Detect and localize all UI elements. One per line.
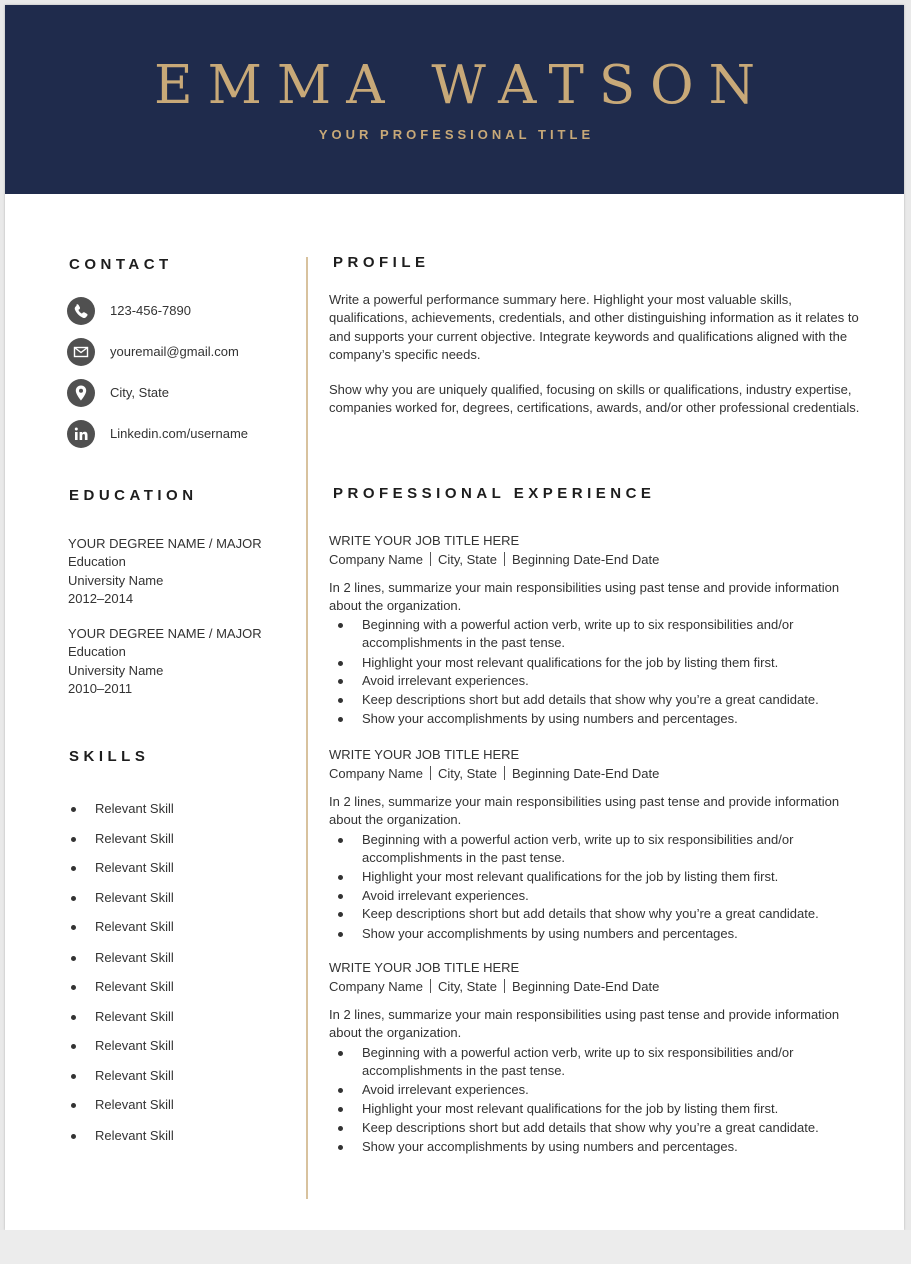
contact-location: [67, 379, 297, 409]
contact-location-text: City, State: [110, 385, 170, 400]
linkedin-icon: [67, 420, 95, 448]
email-icon: [67, 338, 95, 366]
job-title: WRITE YOUR JOB TITLE HERE: [329, 533, 520, 548]
job-summary: In 2 lines, summarize your main responsibilities using past tense and provide information about the organization.: [329, 1007, 840, 1041]
company-name: Company Name: [329, 766, 423, 781]
column-divider: [306, 257, 308, 1199]
education-entry: [68, 625, 298, 698]
bullet-icon: [71, 837, 76, 842]
bullet-icon: [71, 956, 76, 961]
header-banner: [5, 5, 904, 194]
skill-item: Relevant Skill: [68, 919, 288, 937]
experience-heading: PROFESSIONAL EXPERIENCE: [333, 485, 656, 502]
skill-item: Relevant Skill: [68, 890, 288, 908]
bullet-icon: [71, 1134, 76, 1139]
bullet-icon: [338, 661, 343, 666]
job-meta: [329, 979, 659, 994]
job-location: City, State: [437, 766, 497, 781]
bullet-icon: [71, 925, 76, 930]
contact-email-text: youremail@gmail.com: [110, 344, 239, 359]
skill-item: Relevant Skill: [68, 1097, 288, 1115]
job-location: City, State: [437, 979, 497, 994]
bullet-icon: [338, 838, 343, 843]
bullet-icon: [338, 1051, 343, 1056]
bullet-icon: [71, 896, 76, 901]
company-name: Company Name: [329, 979, 423, 994]
education-degree: YOUR DEGREE NAME / MAJOR: [68, 626, 262, 641]
bullet-icon: [71, 807, 76, 812]
bullet-icon: [338, 1088, 343, 1093]
education-school: University Name: [68, 572, 164, 588]
profile-paragraph: Show why you are uniquely qualified, focusing on skills or qualifications, industry expertise, companies worked for, degrees, certifications, awards, and/or other professional credentials.: [329, 382, 860, 416]
education-years: 2012–2014: [68, 590, 134, 606]
company-name: Company Name: [329, 552, 423, 567]
bullet-icon: [338, 894, 343, 899]
bullet-icon: [338, 623, 343, 628]
contact-phone: [67, 297, 297, 327]
skill-item: Relevant Skill: [68, 1038, 288, 1056]
education-entry: [68, 535, 298, 608]
job-title: WRITE YOUR JOB TITLE HERE: [329, 960, 520, 975]
bullet-icon: [71, 1044, 76, 1049]
skill-item: Relevant Skill: [68, 1068, 288, 1086]
resume-page: EMMA WATSON YOUR PROFESSIONAL TITLE CONTACT 123-456-7890 youremail@gmail.com City, State Linkedin.com/username EDUCATION YOUR DEGREE NAME / MAJOR Education University Name 2012–2014 YOUR DEGREE NAME / MAJOR Education University Name 2010–2011 SKILLS Relevant Skill Relevant Skill Relevant Skill Relevant Skill Relevant Skill Relevant Skill Relevant Skill Relevant Skill Relevant Skill Relevant Skill Relevant Skill Relevant Skill PROFILE Write a powerful performance summary here. Highlight your most valuable skills, qualifications, achievements, credentials, and other distinguishing information as it relates to and supports your current objective. Integrate keywords and qualifications aligned with the company’s specific needs. Show why you are uniquely qualified, focusing on skills or qualifications, industry expertise, companies worked for, degrees, certifications, awards, and/or other professional credentials. PROFESSIONAL EXPERIENCE WRITE YOUR JOB TITLE HERE Company Name City, State Beginning Date-End Date In 2 lines, summarize your main responsibilities using past tense and provide information about the organization. Beginning with a powerful action verb, write up to six responsibilities and/or accomplishments in the past tense. Highlight your most relevant qualifications for the job by listing them first. Avoid irrelevant experiences. Keep descriptions short but add details that show why you’re a great candidate. Show your accomplishments by using numbers and percentages. WRITE YOUR JOB TITLE HERE Company Name City, State Beginning Date-End Date In 2 lines, summarize your main responsibilities using past tense and provide information about the organization. Beginning with a powerful action verb, write up to six responsibilities and/or accomplishments in the past tense. Highlight your most relevant qualifications for the job by listing them first. Avoid irrelevant experiences. Keep descriptions short but add details that show why you’re a great candidate. Show your accomplishments by using numbers and percentages. WRITE YOUR JOB TITLE HERE Company Name City, State Beginning Date-End Date In 2 lines, summarize your main responsibilities using past tense and provide information about the organization. Beginning with a powerful action verb, write up to six responsibilities and/or accomplishments in the past tense. Avoid irrelevant experiences. Highlight your most relevant qualifications for the job by listing them first. Keep descriptions short but add details that show why you’re a great candidate. Show your accomplishments by using numbers and percentages.: [5, 5, 904, 1230]
bullet-icon: [338, 1126, 343, 1131]
education-degree: YOUR DEGREE NAME / MAJOR: [68, 536, 262, 551]
skills-heading: SKILLS: [69, 748, 150, 765]
job-dates: Beginning Date-End Date: [511, 552, 660, 567]
bullet-icon: [71, 866, 76, 871]
skill-item: Relevant Skill: [68, 1128, 288, 1146]
education-school: University Name: [68, 662, 164, 678]
job-meta: [329, 766, 659, 781]
skill-item: Relevant Skill: [68, 950, 288, 968]
skill-item: Relevant Skill: [68, 1009, 288, 1027]
bullet-icon: [338, 698, 343, 703]
job-dates: Beginning Date-End Date: [511, 979, 660, 994]
education-field: Education: [68, 554, 126, 570]
bullet-icon: [338, 912, 343, 917]
profile-paragraph: Write a powerful performance summary here. Highlight your most valuable skills, qualifications, achievements, credentials, and other distinguishing information as it relates to and supports your current objective. Integrate keywords and qualifications aligned with the company’s specific needs.: [329, 292, 859, 362]
bullet-icon: [71, 985, 76, 990]
education-years: 2010–2011: [68, 680, 133, 696]
bullet-icon: [338, 717, 343, 722]
job-dates: Beginning Date-End Date: [511, 766, 660, 781]
education-heading: EDUCATION: [69, 487, 198, 504]
job-summary: In 2 lines, summarize your main responsibilities using past tense and provide information about the organization.: [329, 580, 840, 614]
viewer-background: [0, 1230, 911, 1264]
profile-heading: PROFILE: [333, 254, 430, 271]
bullet-icon: [71, 1015, 76, 1020]
bullet-icon: [338, 1107, 343, 1112]
bullet-icon: [71, 1074, 76, 1079]
bullet-icon: [338, 679, 343, 684]
job-title: WRITE YOUR JOB TITLE HERE: [329, 747, 520, 762]
phone-icon: [67, 297, 95, 325]
professional-title: YOUR PROFESSIONAL TITLE: [318, 127, 595, 142]
bullet-icon: [338, 932, 343, 937]
bullet-icon: [338, 875, 343, 880]
candidate-name: EMMA WATSON: [153, 55, 771, 116]
bullet-icon: [71, 1103, 76, 1108]
skill-item: Relevant Skill: [68, 979, 288, 997]
skill-item: Relevant Skill: [68, 860, 288, 878]
contact-linkedin-text: Linkedin.com/username: [110, 426, 249, 441]
education-field: Education: [68, 644, 126, 660]
skill-item: Relevant Skill: [68, 831, 288, 849]
contact-heading: CONTACT: [69, 256, 173, 273]
skill-item: Relevant Skill: [68, 801, 288, 819]
contact-email: [67, 338, 297, 368]
job-location: City, State: [437, 552, 497, 567]
job-summary: In 2 lines, summarize your main responsibilities using past tense and provide information about the organization.: [329, 794, 840, 828]
location-pin-icon: [67, 379, 95, 407]
contact-phone-text: 123-456-7890: [110, 303, 191, 318]
bullet-icon: [338, 1145, 343, 1150]
contact-linkedin: [67, 420, 297, 450]
job-meta: [329, 552, 659, 567]
